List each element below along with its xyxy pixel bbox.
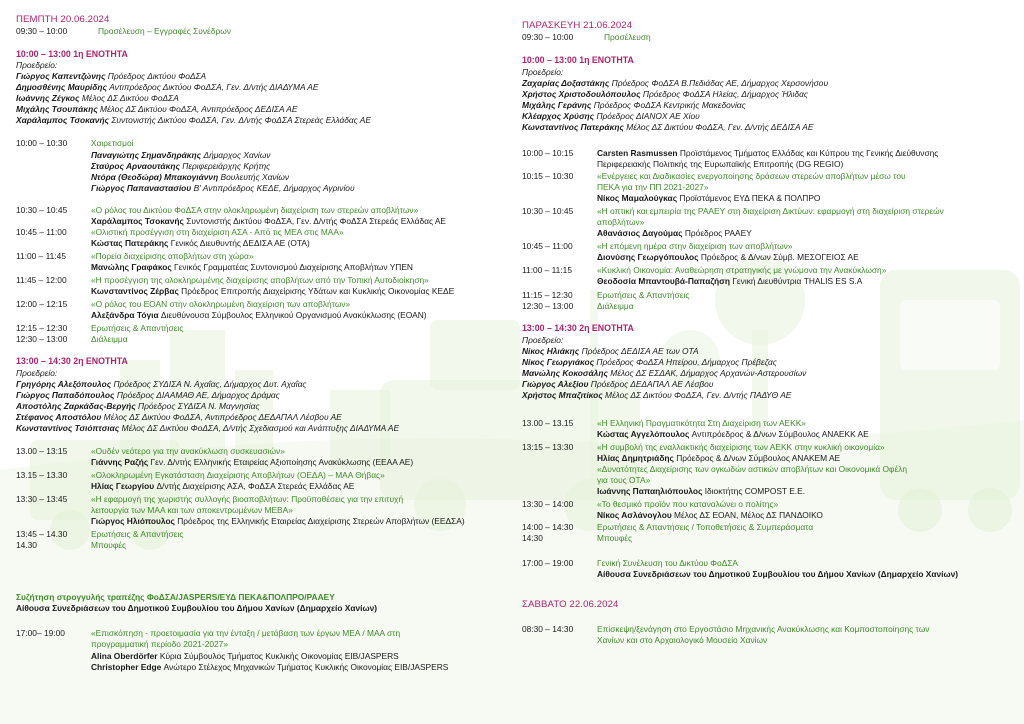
speaker-name: Αίθουσα Συνεδριάσεων του Δημοτικού Συμβουλίου του Δήμου Χανίων (Δημαρχείο Χανίων) bbox=[597, 569, 959, 579]
speaker-name: Νίκος Γεωργιάκος bbox=[522, 357, 597, 367]
line-segment: Πρόεδρος ΦοΔΣΑ Κεντρικής Μακεδονίας bbox=[593, 100, 746, 110]
line-text bbox=[597, 522, 813, 533]
line-segment: Βουλευτής Χανίων bbox=[220, 172, 290, 182]
speaker-name: Αποστόλης Ζαρκάδας-Βεργής bbox=[16, 401, 139, 411]
line-segment: Πρόεδρος Δικτύου ΦοΔΣΑ bbox=[107, 71, 207, 81]
time-slot: 11:45 – 12:00 bbox=[16, 275, 67, 285]
line-text bbox=[16, 82, 318, 93]
time-slot: 10:45 – 11:00 bbox=[522, 241, 573, 251]
line-text bbox=[597, 475, 650, 486]
line-text bbox=[91, 457, 413, 468]
line-segment: Δήμαρχος Χανίων bbox=[203, 150, 271, 160]
time-slot: 14.30 bbox=[16, 540, 37, 550]
line-segment: «Πορεία διαχείρισης αποβλήτων στη χώρα» bbox=[91, 251, 254, 261]
line-text bbox=[91, 470, 385, 481]
line-text bbox=[597, 418, 806, 429]
line-segment: Ερωτήσεις & Απαντήσεις bbox=[91, 323, 184, 333]
line-text bbox=[16, 603, 377, 614]
time-slot: 11:00 – 11:15 bbox=[522, 265, 572, 275]
line-segment: Διάλειμμα bbox=[91, 334, 128, 344]
line-text bbox=[91, 275, 429, 286]
time-slot: 12:15 – 12:30 bbox=[16, 323, 68, 333]
line-text bbox=[597, 265, 886, 276]
speaker-name: Μιχάλης Γεράνης bbox=[522, 100, 594, 110]
line-segment: «Ολοκληρωμένη Εγκατάσταση Διαχείρισης Αποβλήτων (ΟΕΔΑ) – ΜΑΑ Θήβας» bbox=[91, 470, 385, 480]
time-slot: 10:45 – 11:00 bbox=[16, 227, 67, 237]
line-text bbox=[91, 651, 399, 662]
speaker-name: Κώστας Αγγελόπουλος bbox=[597, 429, 692, 439]
time-slot: 08:30 – 14:30 bbox=[522, 624, 574, 634]
line-segment: Πρόεδρος ΔΕΔΙΣΑ ΑΕ των ΟΤΑ bbox=[581, 346, 699, 356]
time-slot: 10:30 – 10:45 bbox=[522, 206, 574, 216]
line-segment: Πρόεδρος ΣΥΔΙΣΑ Ν. Αχαΐας, Δήμαρχος Δυτ. Αχαΐας bbox=[113, 379, 307, 389]
line-segment: Προσέλευση bbox=[604, 32, 651, 42]
line-text bbox=[91, 299, 350, 310]
speaker-name: Νίκος Ηλιάκης bbox=[522, 346, 582, 356]
line-text bbox=[98, 26, 231, 37]
line-text bbox=[597, 290, 689, 301]
speaker-name: Νίκος Μαμαλούγκας bbox=[597, 193, 680, 203]
line-text bbox=[91, 446, 285, 457]
line-segment: «Δυνατότητες Διαχείρισης των ογκωδών αστικών αποβλήτων και Οικονομικά Οφέλη bbox=[597, 464, 908, 474]
line-segment: Πρόεδρος & Δ/νων Σύμβ. ΜΕΣΟΓΕΙΟΣ ΑΕ bbox=[700, 252, 859, 262]
line-text bbox=[91, 172, 289, 183]
line-text bbox=[91, 310, 427, 321]
line-segment: Συζήτηση στρογγυλής τραπέζης ΦοΔΣΑ/JASPERS/ΕΥΔ ΠΕΚΑ&ΠΟΛΠΡΟ/ΡΑΑΕΥ bbox=[16, 592, 335, 602]
time-slot: 10:30 – 10:45 bbox=[16, 205, 68, 215]
speaker-name: Παναγιώτης Σημανδηράκης bbox=[91, 150, 204, 160]
session-heading: 13:00 – 14:30 2η ΕΝΟΤΗΤΑ bbox=[522, 323, 634, 333]
line-segment: Πρόεδρος της Ελληνικής Εταιρείας Διαχείρισης Στερεών Αποβλήτων (ΕΕΔΣΑ) bbox=[177, 516, 465, 526]
line-segment: Περιφερειάρχης Κρήτης bbox=[182, 161, 271, 171]
speaker-name: Μιχάλης Τσουπάκης bbox=[16, 104, 100, 114]
line-segment: Προεδρείο: bbox=[522, 67, 564, 77]
speaker-name: Ντόρα (Θεοδώρα) Μπακογιάννη bbox=[91, 172, 221, 182]
line-text bbox=[16, 592, 335, 603]
line-segment: Πρόεδρος ΦοΔΣΑ Ηλείας, Δήμαρχος Ήλιδας bbox=[642, 89, 808, 99]
speaker-name: Κλέαρχος Χρύσης bbox=[522, 111, 597, 121]
line-segment: Προϊστάμενος ΕΥΔ ΠΕΚΑ & ΠΟΛΠΡΟ bbox=[679, 193, 821, 203]
line-segment: Γενικός Διευθυντής ΔΕΔΙΣΑ ΑΕ (ΟΤΑ) bbox=[170, 238, 310, 248]
line-segment: Πρόεδρος ΦοΔΣΑ Β.Πεδιάδας ΑΕ, Δήμαρχος Χερσονήσου bbox=[611, 78, 829, 88]
time-slot: 13.15 – 13.30 bbox=[16, 470, 68, 480]
line-segment: Πρόεδρος & Δ/νων Σύμβουλος ΑΝΑΚΕΜ ΑΕ bbox=[676, 453, 841, 463]
line-text bbox=[522, 89, 808, 100]
line-segment: «Η προσέγγιση της ολοκληρωμένης διαχείρισης αποβλήτων από την Τοπική Αυτοδιοίκηση» bbox=[91, 275, 429, 285]
time-slot: 13:30 – 14:00 bbox=[522, 499, 574, 509]
line-text bbox=[522, 390, 791, 401]
line-text bbox=[597, 453, 840, 464]
line-segment: «Κυκλική Οικονομία: Αναθεώρηση στρατηγικής με γνώμονα την Ανακύκλωση» bbox=[597, 265, 887, 275]
line-text bbox=[597, 635, 767, 646]
time-slot: 13:45 – 14.30 bbox=[16, 529, 68, 539]
speaker-name: Ιωάννης Ζέγκος bbox=[16, 93, 82, 103]
line-text bbox=[91, 183, 355, 194]
line-segment: Μέλος ΔΣ ΕΣΔΑΚ, Δήμαρχος Αρχανών-Αστερουσίων bbox=[610, 368, 807, 378]
line-segment: Πρόεδρος ΔΙΑΝΟΧ ΑΕ Χίου bbox=[596, 111, 700, 121]
line-segment: Μέλος ΔΣ Δικτύου ΦοΔΣΑ, Αντιπρόεδρος ΔΕΔΑΠΑΛ Λέσβου ΑΕ bbox=[103, 412, 342, 422]
speaker-name: Ζαχαρίας Δοξαστάκης bbox=[522, 78, 612, 88]
line-text bbox=[597, 486, 805, 497]
speaker-name: Δημοσθένης Μαυρίδης bbox=[16, 82, 110, 92]
line-text bbox=[597, 182, 709, 193]
line-text bbox=[91, 505, 293, 516]
line-text bbox=[91, 323, 183, 334]
line-text bbox=[16, 401, 260, 412]
line-segment: Αντιπρόεδρος Δικτύου ΦοΔΣΑ, Γεν. Δ/ντής ΔΙΑΔΥΜΑ ΑΕ bbox=[109, 82, 319, 92]
line-text bbox=[522, 357, 777, 368]
line-text bbox=[16, 423, 399, 434]
speaker-name: Γιάννης Ραζής bbox=[91, 457, 151, 467]
line-text bbox=[91, 227, 344, 238]
line-text bbox=[91, 529, 183, 540]
speaker-name: Γιώργος Ηλιόπουλος bbox=[91, 516, 178, 526]
line-text bbox=[91, 516, 465, 527]
line-segment: «Το θεσμικό προϊόν που καταναλώνει ο πολίτης» bbox=[597, 499, 779, 509]
speaker-name: Χαράλαμπος Τσοκανής bbox=[16, 115, 112, 125]
line-text bbox=[91, 251, 254, 262]
time-slot: 17:00– 19:00 bbox=[16, 628, 65, 638]
speaker-name: Christopher Edge bbox=[91, 662, 164, 672]
line-text bbox=[597, 624, 929, 635]
line-text bbox=[597, 193, 820, 204]
line-segment: Μέλος ΔΣ Δικτύου ΦοΔΣΑ, Γεν. Δ/ντής ΔΕΔΙΣΑ ΑΕ bbox=[626, 122, 814, 132]
line-text bbox=[91, 628, 400, 639]
line-text bbox=[522, 78, 828, 89]
line-text bbox=[91, 639, 228, 650]
line-text bbox=[16, 115, 371, 126]
line-segment: «Η Ελληνική Πραγματικότητα Στη Διαχείριση των ΑΕΚΚ» bbox=[597, 418, 806, 428]
speaker-name: Διονύσης Γεωργόπουλος bbox=[597, 252, 701, 262]
line-segment: «Ο ρόλος του Δικτύου ΦοΔΣΑ στην ολοκληρωμένη διαχείριση των στερεών αποβλήτων» bbox=[91, 205, 419, 215]
speaker-name: Κωνσταντίνος Πατεράκης bbox=[522, 122, 627, 132]
speaker-name: Χαράλαμπος Τσοκανής bbox=[91, 216, 187, 226]
line-segment: Πρόεδρος ΔΕΔΑΠΑΛ ΑΕ Λέσβου bbox=[590, 379, 714, 389]
line-segment: Χαιρετισμοί bbox=[91, 138, 134, 148]
line-text bbox=[16, 412, 342, 423]
line-text bbox=[597, 148, 938, 159]
line-text bbox=[597, 429, 869, 440]
day-heading: ΠΑΡΑΣΚΕΥΗ 21.06.2024 bbox=[522, 20, 633, 31]
speaker-name: Χρήστος Χριστοδουλόπουλος bbox=[522, 89, 643, 99]
speaker-name: Ηλίας Γεωργίου bbox=[91, 481, 157, 491]
time-slot: 09:30 – 10:00 bbox=[16, 26, 68, 36]
line-text bbox=[597, 217, 644, 228]
line-segment: Προσέλευση – Εγγραφές Συνέδρων bbox=[98, 26, 231, 36]
line-text bbox=[91, 138, 133, 149]
line-segment: Μέλος ΔΣ Δικτύου ΦοΔΣΑ, Αντιπρόεδρος ΔΕΔΙΣΑ ΑΕ bbox=[100, 104, 298, 114]
line-text bbox=[522, 111, 700, 122]
line-text bbox=[91, 150, 271, 161]
line-text bbox=[91, 286, 454, 297]
line-segment: Διευθύνουσα Σύμβουλος Ελληνικού Οργανισμού Ανακύκλωσης (ΕΟΑΝ) bbox=[160, 310, 427, 320]
line-segment: αποβλήτων» bbox=[597, 217, 645, 227]
speaker-name: Χρήστος Μπαζιτίκος bbox=[522, 390, 605, 400]
speaker-name: Αίθουσα Συνεδριάσεων του Δημοτικού Συμβουλίου του Δήμου Χανίων (Δημαρχείο Χανίων) bbox=[16, 603, 378, 613]
line-text bbox=[16, 390, 280, 401]
line-segment: Πρόεδρος ΦοΔΣΑ Ηπείρου, Δήμαρχος Πρέβεζας bbox=[596, 357, 777, 367]
time-slot: 14:30 bbox=[522, 533, 543, 543]
speaker-name: Ηλίας Δημητριάδης bbox=[597, 453, 677, 463]
time-slot: 12:30 – 13:00 bbox=[16, 334, 68, 344]
line-text bbox=[597, 252, 859, 263]
speaker-name: Νίκος Ασλάνογλου bbox=[597, 510, 675, 520]
speaker-name: Κωνσταντίνος Τσιόπτσιας bbox=[16, 423, 122, 433]
line-segment: Μπουφές bbox=[597, 533, 633, 543]
line-segment: ΠΕΚΑ για την ΠΠ 2021-2027» bbox=[597, 182, 709, 192]
line-text bbox=[597, 558, 738, 569]
line-text bbox=[91, 662, 448, 673]
line-text bbox=[597, 499, 778, 510]
session-heading: 10:00 – 13:00 1η ΕΝΟΤΗΤΑ bbox=[16, 49, 128, 59]
line-segment: Προεδρείο: bbox=[16, 368, 58, 378]
line-segment: «Η εφαρμογή της χωριστής συλλογής βιοαποβλήτων: Προϋποθέσεις για την επιτυχή bbox=[91, 494, 404, 504]
line-text bbox=[597, 171, 906, 182]
line-text bbox=[597, 241, 793, 252]
line-segment: Δ/ντής Διαχείρισης ΑΣΑ, ΦοΔΣΑ Στερεάς Ελλάδας ΑΕ bbox=[156, 481, 355, 491]
time-slot: 12:30 – 13:00 bbox=[522, 301, 574, 311]
line-text bbox=[597, 301, 634, 312]
line-segment: Γενικός Γραμματέας Συντονισμού Διαχείρισης Αποβλήτων ΥΠΕΝ bbox=[174, 262, 413, 272]
line-segment: Μέλος ΔΣ ΕΟΑΝ, Μέλος ΔΣ ΠΑΝΔΟΙΚΟ bbox=[674, 510, 823, 520]
speaker-name: Κώστας Πατεράκης bbox=[91, 238, 171, 248]
line-text bbox=[91, 161, 270, 172]
line-segment: Πρόεδρος ΔΙΑΑΜΑΘ ΑΕ, Δήμαρχος Δράμας bbox=[116, 390, 280, 400]
speaker-name: Γιώργος Καπεντζώνης bbox=[16, 71, 108, 81]
line-segment: Γενική Συνέλευση του Δικτύου ΦοΔΣΑ bbox=[597, 558, 738, 568]
line-segment: Μέλος ΔΣ Δικτύου ΦοΔΣΑ bbox=[81, 93, 179, 103]
line-segment: για τους ΟΤΑ» bbox=[597, 475, 651, 485]
line-segment: Πρόεδρος ΡΑΑΕΥ bbox=[684, 228, 752, 238]
line-text bbox=[604, 32, 651, 43]
speaker-name: Στέφανος Αποστόλου bbox=[16, 412, 104, 422]
line-segment: «Ουδέν νεότερο για την ανακύκλωση συσκευασιών» bbox=[91, 446, 285, 456]
time-slot: 12:00 – 12:15 bbox=[16, 299, 68, 309]
time-slot: 13.00 – 13:15 bbox=[16, 446, 68, 456]
speaker-name: Alina Oberdörfer bbox=[91, 651, 160, 661]
line-text bbox=[91, 481, 354, 492]
line-segment: Ανώτερο Στέλεχος Μηχανικών Τμήματος Κυκλικής Οικονομίας EIB/JASPERS bbox=[163, 662, 449, 672]
line-segment: Μπουφές bbox=[91, 540, 127, 550]
time-slot: 13.00 – 13.15 bbox=[522, 418, 574, 428]
speaker-name: Αθανάσιος Δαγούμας bbox=[597, 228, 685, 238]
line-segment: Περιφερειακής Πολιτικής της Ευρωπαϊκής Επιτροπής (DG REGIO) bbox=[597, 159, 844, 169]
line-text bbox=[16, 104, 297, 115]
line-segment: Πρόεδρος Επιτροπής Διαχείρισης Υδάτων και Κυκλικής Οικονομίας ΚΕΔΕ bbox=[181, 286, 455, 296]
session-heading: 10:00 – 13:00 1η ΕΝΟΤΗΤΑ bbox=[522, 55, 634, 65]
time-slot: 11:00 – 11:45 bbox=[16, 251, 66, 261]
time-slot: 13:30 – 13:45 bbox=[16, 494, 68, 504]
line-segment: Προεδρείο: bbox=[522, 335, 564, 345]
speaker-name: Γρηγόρης Αλεξόπουλος bbox=[16, 379, 114, 389]
line-segment: Επίσκεψη/ξενάγηση στο Εργοστάσιο Μηχανικής Ανακύκλωσης και Κομποστοποίησης των bbox=[597, 624, 930, 634]
line-segment: προγραμματική περίοδο 2021-2027» bbox=[91, 639, 228, 649]
line-segment: Προεδρείο: bbox=[16, 60, 58, 70]
speaker-name: Carsten Rasmussen bbox=[597, 148, 680, 158]
line-text bbox=[522, 346, 699, 357]
line-text bbox=[16, 379, 307, 390]
line-segment: Ερωτήσεις & Απαντήσεις bbox=[91, 529, 184, 539]
line-segment: Προϊστάμενος Τμήματος Ελλάδας και Κύπρου της Γενικής Διεύθυνσης bbox=[679, 148, 939, 158]
line-text bbox=[597, 464, 907, 475]
line-segment: «Ο ρόλος του ΕΟΑΝ στην ολοκληρωμένη διαχείριση των αποβλήτων» bbox=[91, 299, 351, 309]
line-segment: Μέλος ΔΣ Δικτύου ΦοΔΣΑ, Δ/ντής Σχεδιασμού και Ανάπτυξης ΔΙΑΔΥΜΑ ΑΕ bbox=[121, 423, 400, 433]
time-slot: 17:00 – 19:00 bbox=[522, 558, 574, 568]
line-segment: Β' Αντιπρόεδρος ΚΕΔΕ, Δήμαρχος Αγρινίου bbox=[193, 183, 355, 193]
line-text bbox=[91, 540, 126, 551]
line-text bbox=[16, 71, 206, 82]
line-text bbox=[597, 159, 843, 170]
line-text bbox=[597, 569, 958, 580]
session-heading: 13:00 – 14:30 2η ΕΝΟΤΗΤΑ bbox=[16, 356, 128, 366]
line-segment: Πρόεδρος ΣΥΔΙΣΑ Ν. Μαγνησίας bbox=[138, 401, 260, 411]
line-segment: Μέλος ΔΣ Δικτύου ΦοΔΣΑ, Γεν. Δ/ντής ΠΑΔΥΘ ΑΕ bbox=[604, 390, 792, 400]
line-segment: «Ενέργειες και Διαδικασίες ενεργοποίησης δράσεων στερεών αποβλήτων μέσω του bbox=[597, 171, 906, 181]
line-text bbox=[522, 368, 806, 379]
time-slot: 10:00 – 10:15 bbox=[522, 148, 574, 158]
line-text bbox=[91, 262, 413, 273]
day-heading: ΣΑΒΒΑΤΟ 22.06.2024 bbox=[522, 599, 619, 610]
line-text bbox=[597, 276, 862, 287]
line-segment: Συντονιστής Δικτύου ΦοΔΣΑ, Γεν. Δ/ντής ΦοΔΣΑ Στερεάς Ελλάδας ΑΕ bbox=[111, 115, 371, 125]
line-segment: «Η συμβολή της εναλλακτικής διαχείρισης των ΑΕΚΚ στην κυκλική οικονομία» bbox=[597, 442, 885, 452]
line-text bbox=[522, 100, 746, 111]
line-segment: «Η οπτική και εμπειρία της ΡΑΑΕΥ στη διαχείριση Δικτύων: εφαρμογή στη διαχείριση στερεών bbox=[597, 206, 944, 216]
line-text bbox=[597, 442, 885, 453]
line-text bbox=[16, 368, 57, 379]
speaker-name: Θεοδοσία Μπαντουβά-Παπαζήση bbox=[597, 276, 733, 286]
time-slot: 09:30 – 10:00 bbox=[522, 32, 574, 42]
line-text bbox=[16, 93, 179, 104]
line-text bbox=[522, 335, 563, 346]
time-slot: 14:00 – 14:30 bbox=[522, 522, 574, 532]
speaker-name: Αλεξάνδρα Τόγια bbox=[91, 310, 161, 320]
line-text bbox=[597, 533, 632, 544]
line-segment: «Η επόμενη ημέρα στην διαχείριση των αποβλήτων» bbox=[597, 241, 793, 251]
time-slot: 11:15 – 12:30 bbox=[522, 290, 573, 300]
speaker-name: Κωνσταντίνος Ζέρβας bbox=[91, 286, 182, 296]
line-text bbox=[597, 206, 944, 217]
line-segment: Κύρια Σύμβουλος Τμήματος Κυκλικής Οικονομίας EIB/JASPERS bbox=[159, 651, 399, 661]
line-text bbox=[91, 334, 128, 345]
speaker-name: Ιωάννης Παπαηλιόπουλος bbox=[597, 486, 705, 496]
line-segment: Ιδιοκτήτης COMPOST Ε.Ε. bbox=[704, 486, 806, 496]
line-text bbox=[91, 494, 403, 505]
line-segment: λειτουργία των ΜΑΑ και των αποκεντρωμένων ΜΕΒΑ» bbox=[91, 505, 293, 515]
line-segment: Ερωτήσεις & Απαντήσεις / Τοποθετήσεις & Συμπεράσματα bbox=[597, 522, 814, 532]
line-text bbox=[597, 510, 823, 521]
time-slot: 10:00 – 10:30 bbox=[16, 138, 68, 148]
time-slot: 13:15 – 13:30 bbox=[522, 442, 574, 452]
line-segment: Αντιπρόεδρος & Δ/νων Σύμβουλος ΑΝΑΕΚΚ ΑΕ bbox=[691, 429, 869, 439]
line-text bbox=[91, 238, 310, 249]
line-text bbox=[522, 67, 563, 78]
time-slot: 10:15 – 10:30 bbox=[522, 171, 574, 181]
line-segment: «Ολιστική προσέγγιση στη διαχείριση ΑΣΑ - Από τις ΜΕΑ στις ΜΑΑ» bbox=[91, 227, 344, 237]
line-text bbox=[522, 122, 813, 133]
line-segment: Γενική Διευθύντρια THALIS ES S.A bbox=[732, 276, 863, 286]
line-text bbox=[597, 228, 752, 239]
day-heading: ΠΕΜΠΤΗ 20.06.2024 bbox=[16, 14, 110, 25]
line-text bbox=[522, 379, 713, 390]
speaker-name: Μανώλης Γραφάκος bbox=[91, 262, 175, 272]
line-segment: Συντονιστής Δικτύου ΦοΔΣΑ, Γεν. Δ/ντής ΦοΔΣΑ Στερεάς Ελλάδας ΑΕ bbox=[186, 216, 447, 226]
line-segment: «Επισκόπηση - προετοιμασία για την ένταξη / μετάβαση των έργων ΜΕΑ / ΜΑΑ στη bbox=[91, 628, 401, 638]
speaker-name: Γιώργος Παπαδόπουλος bbox=[16, 390, 117, 400]
line-segment: Γεν. Δ/ντής Ελληνικής Εταιρείας Αξιοποίησης Ανακύκλωσης (ΕΕΑΑ ΑΕ) bbox=[150, 457, 414, 467]
speaker-name: Μανώλης Κοκοσάλης bbox=[522, 368, 611, 378]
line-text bbox=[16, 60, 57, 71]
speaker-name: Γιώργος Παπαναστασίου bbox=[91, 183, 194, 193]
speaker-name: Γιώργος Αλεξίου bbox=[522, 379, 591, 389]
line-segment: Διάλειμμα bbox=[597, 301, 634, 311]
line-segment: Χανίων και στο Αρχαιολογικό Μουσείο Χανίων bbox=[597, 635, 768, 645]
line-segment: Ερωτήσεις & Απαντήσεις bbox=[597, 290, 690, 300]
line-text bbox=[91, 205, 418, 216]
speaker-name: Σταύρος Αρναουτάκης bbox=[91, 161, 183, 171]
line-text bbox=[91, 216, 446, 227]
